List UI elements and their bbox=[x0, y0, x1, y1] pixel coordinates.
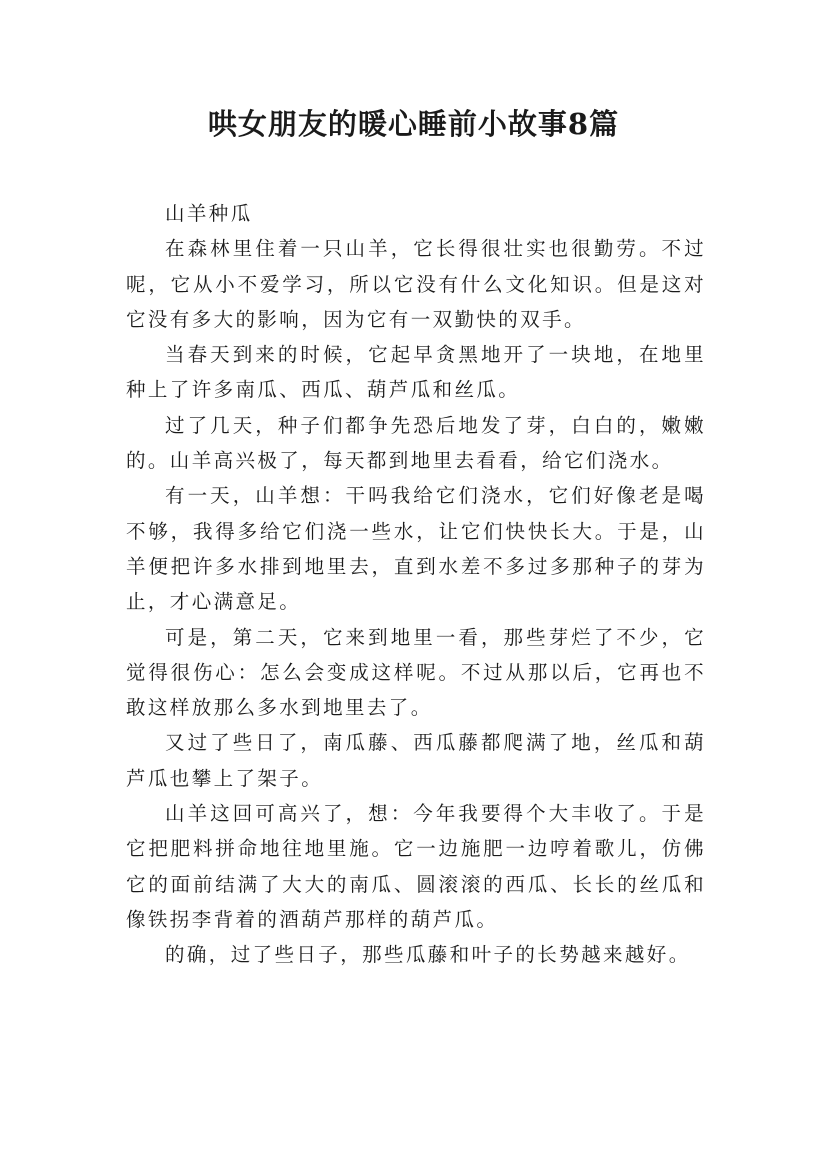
paragraph: 当春天到来的时候，它起早贪黑地开了一块地，在地里种上了许多南瓜、西瓜、葫芦瓜和丝瓜。 bbox=[126, 343, 706, 402]
paragraph: 又过了些日了，南瓜藤、西瓜藤都爬满了地，丝瓜和葫芦瓜也攀上了架子。 bbox=[126, 731, 706, 790]
document-body bbox=[126, 196, 706, 973]
paragraph: 的确，过了些日子，那些瓜藤和叶子的长势越来越好。 bbox=[165, 943, 691, 967]
paragraph: 可是，第二天，它来到地里一看，那些芽烂了不少，它觉得很伤心：怎么会变成这样呢。不过从那以后，它再也不敢这样放那么多水到地里去了。 bbox=[126, 625, 706, 720]
paragraph: 过了几天，种子们都争先恐后地发了芽，白白的，嫩嫩的。山羊高兴极了，每天都到地里去看看，给它们浇水。 bbox=[126, 413, 706, 473]
paragraph: 在森林里住着一只山羊，它长得很壮实也很勤劳。不过呢，它从小不爱学习，所以它没有什么文化知识。但是这对它没有多大的影响，因为它有一双勤快的双手。 bbox=[126, 237, 706, 331]
paragraph: 山羊这回可高兴了，想：今年我要得个大丰收了。于是它把肥料拼命地往地里施。它一边施肥一边哼着歌儿，仿佛它的面前结满了大大的南瓜、圆滚滚的西瓜、长长的丝瓜和像铁拐李背着的酒葫芦那样的葫芦瓜。 bbox=[126, 802, 706, 931]
story-heading: 山羊种瓜 bbox=[165, 202, 253, 225]
paragraph: 有一天，山羊想：干吗我给它们浇水，它们好像老是喝不够，我得多给它们浇一些水，让它们快快长大。于是，山羊便把许多水排到地里去，直到水差不多过多那种子的芽为止，才心满意足。 bbox=[126, 484, 706, 614]
document-title: 哄女朋友的暖心睡前小故事8篇 bbox=[207, 107, 620, 141]
